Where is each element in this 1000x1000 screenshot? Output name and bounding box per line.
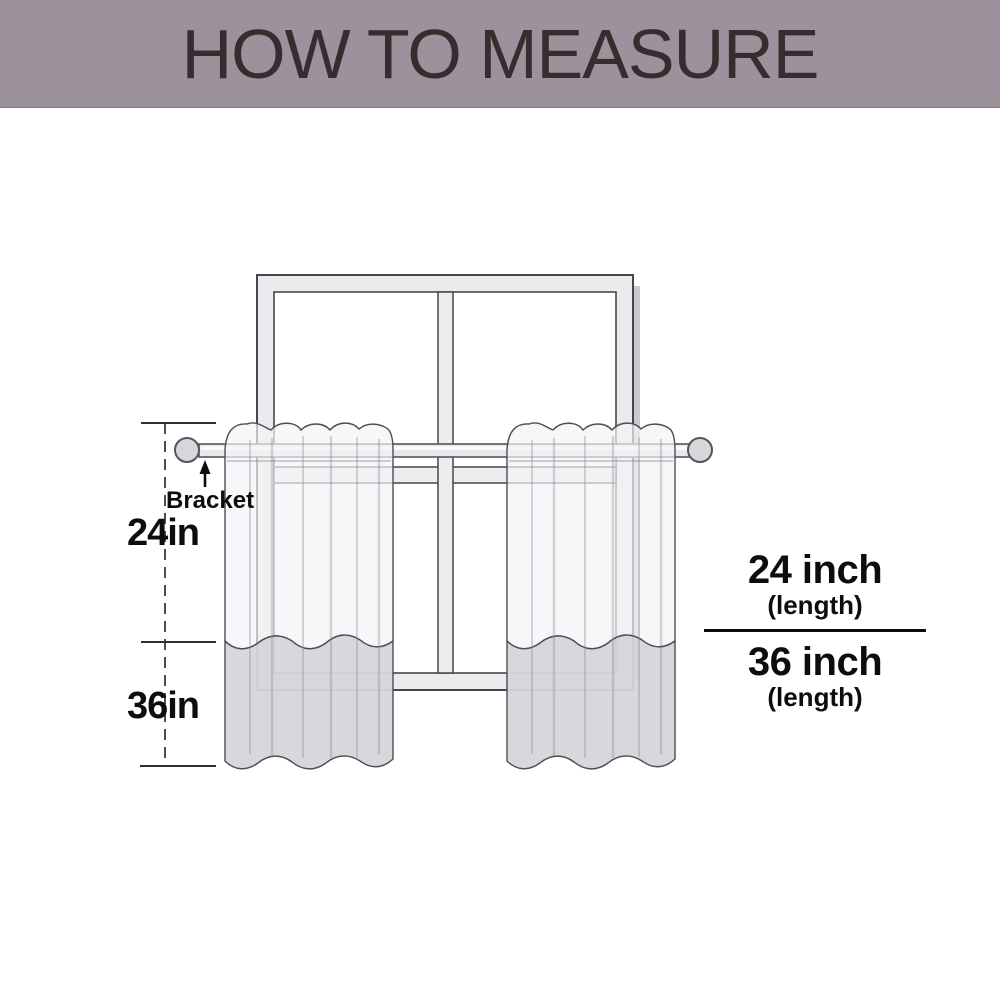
bracket-label: Bracket — [166, 487, 255, 514]
window-mullion-vertical — [438, 292, 453, 673]
curtain-panel-left — [225, 423, 393, 769]
length-option-24-size: 24 inch — [747, 548, 883, 592]
up-arrow-icon — [200, 460, 211, 487]
length-option-24-qualifier: (length) — [767, 590, 863, 620]
length-option-36-qualifier: (length) — [767, 682, 863, 712]
left-measurement-24in: 24in — [126, 512, 200, 554]
length-options — [704, 549, 926, 711]
rod-finial-left — [175, 438, 199, 462]
left-measurement-36in: 36in — [126, 685, 200, 727]
length-options-divider — [704, 629, 926, 632]
rod-finial-right — [688, 438, 712, 462]
page-title: HOW TO MEASURE — [181, 14, 819, 93]
length-option-36-size: 36 inch — [747, 640, 883, 684]
curtain-panel-right — [507, 423, 675, 769]
arrow-head — [200, 460, 211, 474]
